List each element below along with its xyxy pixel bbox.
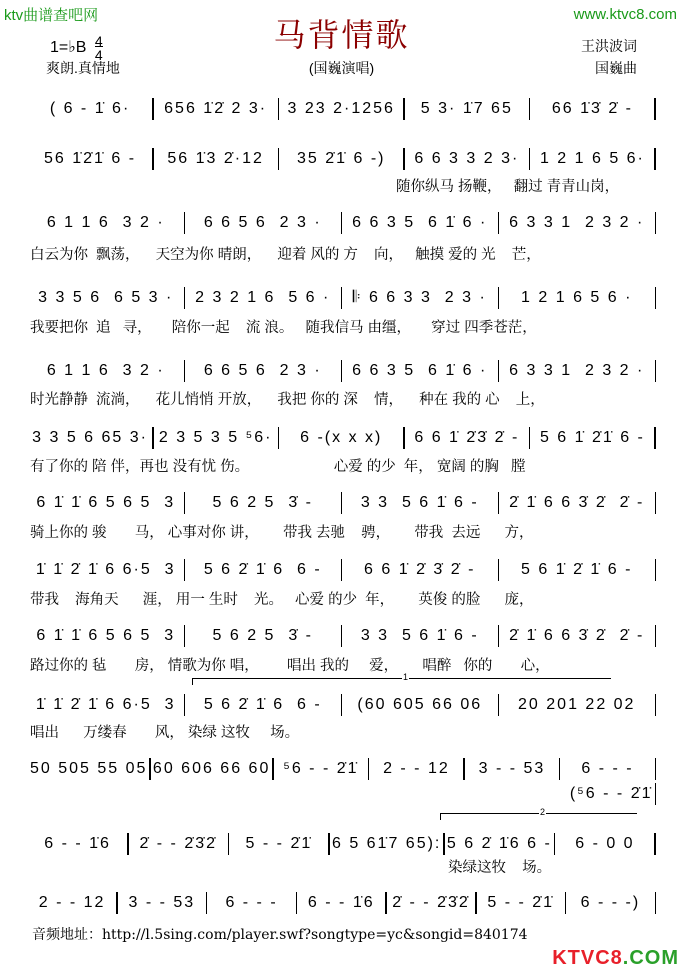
measure: 3 23 2·1256 xyxy=(287,100,395,117)
staff-row xyxy=(30,559,658,581)
bar-line xyxy=(443,833,445,855)
bar-line xyxy=(403,98,405,120)
staff-row xyxy=(30,892,658,914)
measure: 2̇ 1̇ 6 6 3̇ 2̇ 2̇ - xyxy=(509,627,645,644)
measure: 3 3 5 6 1̇ 6 - xyxy=(360,627,479,644)
staff-row xyxy=(30,287,658,309)
measure: 5 6 1̇ 2̇ 1̇ 6 - xyxy=(521,561,633,578)
lyric-line: 随你纵马 扬鞭， 翻过 青青山岗， xyxy=(396,179,620,195)
measure: 6 - - -) xyxy=(580,894,641,911)
measure: 6 - - 1̇6 xyxy=(307,894,375,911)
measure: 1 2 1 6 5 6 · xyxy=(521,289,633,306)
measure: 2 3 5 3 5 ⁵6· xyxy=(158,429,273,446)
bar-line xyxy=(463,758,465,780)
bar-line xyxy=(341,625,343,647)
measure: 3 - - 53 xyxy=(128,894,196,911)
measure: 60 606 66 60 xyxy=(152,760,271,777)
lyric-line: 骑上你的 骏 马， 心事对你 讲， 带我 去驰 骋， 带我 去远 方， xyxy=(30,525,534,541)
bar-line xyxy=(654,427,656,449)
site-url-right[interactable]: www.ktvc8.com xyxy=(573,6,677,23)
measure: 2̇ - - 2̇3̇2̇ xyxy=(139,835,218,852)
bar-line xyxy=(341,287,343,309)
measure: 2̇ - - 2̇3̇2̇ xyxy=(392,894,470,911)
measure: 5 6 1̇ 2̇1̇ 6 - xyxy=(539,429,645,446)
measure: 6 6 3 5 6 1̇ 6 · xyxy=(352,214,488,231)
measure: 5 3· 1̇7 65 xyxy=(420,100,513,117)
measure: 5 6 2 5 3̇ - xyxy=(212,494,313,511)
bar-line xyxy=(328,833,330,855)
bar-line xyxy=(296,892,298,914)
bar-line xyxy=(655,892,657,914)
lyric-line: 时光静静 流淌， 花儿悄悄 开放， 我把 你的 深 情， 种在 我的 心 上， xyxy=(30,392,545,408)
lyric-line: 有了你的 陪 伴，再也 没有忧 伤。 心爱 的少 年， 宽阔 的胸 膛 xyxy=(30,459,526,475)
paren-row xyxy=(30,783,658,805)
measure: 6 1 1 6 3 2 · xyxy=(46,362,165,379)
bar-line xyxy=(655,360,657,382)
time-top: 4 xyxy=(94,33,103,49)
measure: 3 3 5 6 65 3· xyxy=(32,429,148,446)
bar-line xyxy=(655,758,657,780)
measure: 6 6 1̇ 2̇3̇ 2̇ - xyxy=(414,429,520,446)
bar-line xyxy=(654,98,656,120)
bar-line xyxy=(559,758,561,780)
bar-line xyxy=(498,492,500,514)
bar-line xyxy=(341,694,343,716)
staff-row xyxy=(30,98,658,120)
bar-line xyxy=(278,427,280,449)
audio-link[interactable] xyxy=(32,927,528,944)
measure: 6 3 3 1 2 3 2 · xyxy=(509,214,645,231)
bar-line xyxy=(654,148,656,170)
bar-line xyxy=(498,212,500,234)
bar-line xyxy=(184,625,186,647)
bar-line xyxy=(184,212,186,234)
measure: 5 6 2̇ 1̇6 6 - xyxy=(446,835,552,852)
lyric-line: 染绿这牧 场。 xyxy=(448,860,552,876)
staff-row xyxy=(30,212,658,234)
bar-line xyxy=(341,492,343,514)
measure: 5 - - 2̇1̇ xyxy=(487,894,555,911)
bar-line xyxy=(529,148,531,170)
measure: 3 3 5 6 1̇ 6 - xyxy=(360,494,479,511)
bar-line xyxy=(403,427,405,449)
measure: ( 6 - 1̇ 6· xyxy=(49,100,131,117)
lyric-line: 唱出 万缕春 风， 染绿 这牧 场。 xyxy=(30,725,300,741)
bar-line xyxy=(385,892,387,914)
lyric-line: 带我 海角天 涯， 用一 生时 光。 心爱 的少 年， 英俊 的脸 庞， xyxy=(30,592,534,608)
bar-line xyxy=(654,833,656,855)
bar-line xyxy=(278,98,280,120)
audio-url[interactable]: http://l.5sing.com/player.swf?songtype=yc&songid=840174 xyxy=(102,927,528,943)
bar-line xyxy=(565,892,567,914)
measure: 2 3 2 1 6 5 6 · xyxy=(195,289,331,306)
expression-marking: 爽朗.真情地 xyxy=(46,60,120,76)
staff-row xyxy=(30,360,658,382)
measure: 6 5 61̇7 65): xyxy=(331,835,442,852)
measure: 6 1̇ 1̇ 6 5 6 5 3 xyxy=(36,494,176,511)
bar-line xyxy=(116,892,118,914)
bar-line xyxy=(655,212,657,234)
bar-line xyxy=(152,148,154,170)
measure: 6 - - - xyxy=(225,894,278,911)
measure: 56 1̇2̇1̇ 6 - xyxy=(44,150,137,167)
bar-line xyxy=(272,758,274,780)
staff-row xyxy=(30,758,658,780)
composer: 国巍曲 xyxy=(595,60,637,76)
staff-row xyxy=(30,694,658,716)
singer: (国巍演唱) xyxy=(308,60,375,76)
bar-line xyxy=(655,625,657,647)
bar-line xyxy=(655,559,657,581)
bar-line xyxy=(228,833,230,855)
volta-2-label: 2 xyxy=(540,807,546,817)
bar-line xyxy=(368,758,370,780)
bar-line xyxy=(498,559,500,581)
bar-line xyxy=(655,783,657,805)
bar-line xyxy=(206,892,208,914)
lyric-line: 我要把你 追 寻， 陪你一起 流 浪。 随我信马 由缰， 穿过 四季苍茫， xyxy=(30,320,537,336)
measure: 6 3 3 1 2 3 2 · xyxy=(509,362,645,379)
bar-line xyxy=(655,694,657,716)
bar-line xyxy=(475,892,477,914)
volta-bracket-1 xyxy=(192,672,611,685)
measure: 5 6 2 5 3̇ - xyxy=(212,627,313,644)
bar-line xyxy=(152,98,154,120)
bar-line xyxy=(184,694,186,716)
measure: 6 6 5 6 2 3 · xyxy=(203,214,322,231)
bar-line xyxy=(498,694,500,716)
measure: 66 1̇3̇ 2̇ - xyxy=(551,100,633,117)
bar-line xyxy=(498,287,500,309)
measure: 6 1̇ 1̇ 6 5 6 5 3 xyxy=(36,627,176,644)
bar-line xyxy=(278,148,280,170)
staff-row xyxy=(30,492,658,514)
bar-line xyxy=(498,625,500,647)
measure: 1̇ 1̇ 2̇ 1̇ 6 6·5 3 xyxy=(35,561,176,578)
time-bottom: 4 xyxy=(94,47,103,63)
measure: 𝄆 6 6 3 3 2 3 · xyxy=(352,289,487,306)
bar-line xyxy=(127,833,129,855)
measure: 6 6 3 3 2 3· xyxy=(414,150,520,167)
volta-bracket-2 xyxy=(440,807,637,820)
measure: 50 505 55 05 xyxy=(30,760,148,777)
bar-line xyxy=(341,212,343,234)
measure: 5 6 2̇ 1̇ 6 6 - xyxy=(203,696,322,713)
measure: 2̇ 1̇ 6 6 3̇ 2̇ 2̇ - xyxy=(509,494,645,511)
measure: 6 6 3 5 6 1̇ 6 · xyxy=(352,362,488,379)
measure: 3 - - 53 xyxy=(478,760,546,777)
lyric-line: 路过你的 毡 房， 情歌为你 唱， 唱出 我的 爱， 唱醉 你的 心， xyxy=(30,658,550,674)
bar-line xyxy=(184,360,186,382)
staff-row xyxy=(30,148,658,170)
bar-line xyxy=(149,758,151,780)
measure: (60 605 66 06 xyxy=(357,696,483,713)
measure: ⁵6 - - 2̇1̇ xyxy=(283,760,359,777)
measure: 656 1̇2̇ 2 3· xyxy=(164,100,268,117)
bar-line xyxy=(341,559,343,581)
staff-row xyxy=(30,427,658,449)
measure: 5 - - 2̇1̇ xyxy=(245,835,313,852)
lyric-line: 白云为你 飘荡， 天空为你 晴朗， 迎着 风的 方 向， 触摸 爱的 光 芒， xyxy=(30,247,541,263)
measure: 3 3 5 6 6 5 3 · xyxy=(38,289,174,306)
volta-1-label: 1 xyxy=(403,672,409,682)
bar-line xyxy=(529,98,531,120)
bar-line xyxy=(184,559,186,581)
measure: 6 6 5 6 2 3 · xyxy=(203,362,322,379)
lyricist: 王洪波词 xyxy=(581,38,637,54)
measure: 6 - - - xyxy=(581,760,634,777)
measure: 6 - - 1̇6 xyxy=(44,835,111,852)
measure: 2 - - 12 xyxy=(38,894,106,911)
measure: 20 201 22 02 xyxy=(518,696,636,713)
bar-line xyxy=(152,427,154,449)
measure: 6 -(x x x) xyxy=(300,429,383,446)
measure: 2 - - 12 xyxy=(383,760,450,777)
staff-row xyxy=(30,625,658,647)
paren-row-notes: (⁵6 - - 2̇1̇ xyxy=(569,785,653,802)
staff-row xyxy=(30,833,658,855)
bar-line xyxy=(655,287,657,309)
bar-line xyxy=(184,492,186,514)
measure: 6 6 1̇ 2̇ 3̇ 2̇ - xyxy=(364,561,476,578)
bar-line xyxy=(341,360,343,382)
key: 1=♭B xyxy=(50,39,87,57)
measure: 35 2̇1̇ 6 -) xyxy=(296,150,386,167)
measure: 5 6 2̇ 1̇ 6 6 - xyxy=(203,561,322,578)
site-name-left: ktv曲谱查吧网 xyxy=(4,7,99,24)
audio-label: 音频地址： xyxy=(32,927,102,943)
measure: 1 2 1 6 5 6· xyxy=(539,150,645,167)
ktvc8-logo: KTVC8.COM xyxy=(552,947,679,969)
bar-line xyxy=(498,360,500,382)
bar-line xyxy=(403,148,405,170)
song-title: 马背情歌 xyxy=(273,16,410,54)
measure: 1̇ 1̇ 2̇ 1̇ 6 6·5 3 xyxy=(35,696,176,713)
measure: 6 1 1 6 3 2 · xyxy=(46,214,165,231)
bar-line xyxy=(184,287,186,309)
measure: 56 1̇3 2̇·12 xyxy=(167,150,264,167)
bar-line xyxy=(529,427,531,449)
measure: 6 - 0 0 xyxy=(575,835,635,852)
bar-line xyxy=(655,492,657,514)
bar-line xyxy=(554,833,556,855)
